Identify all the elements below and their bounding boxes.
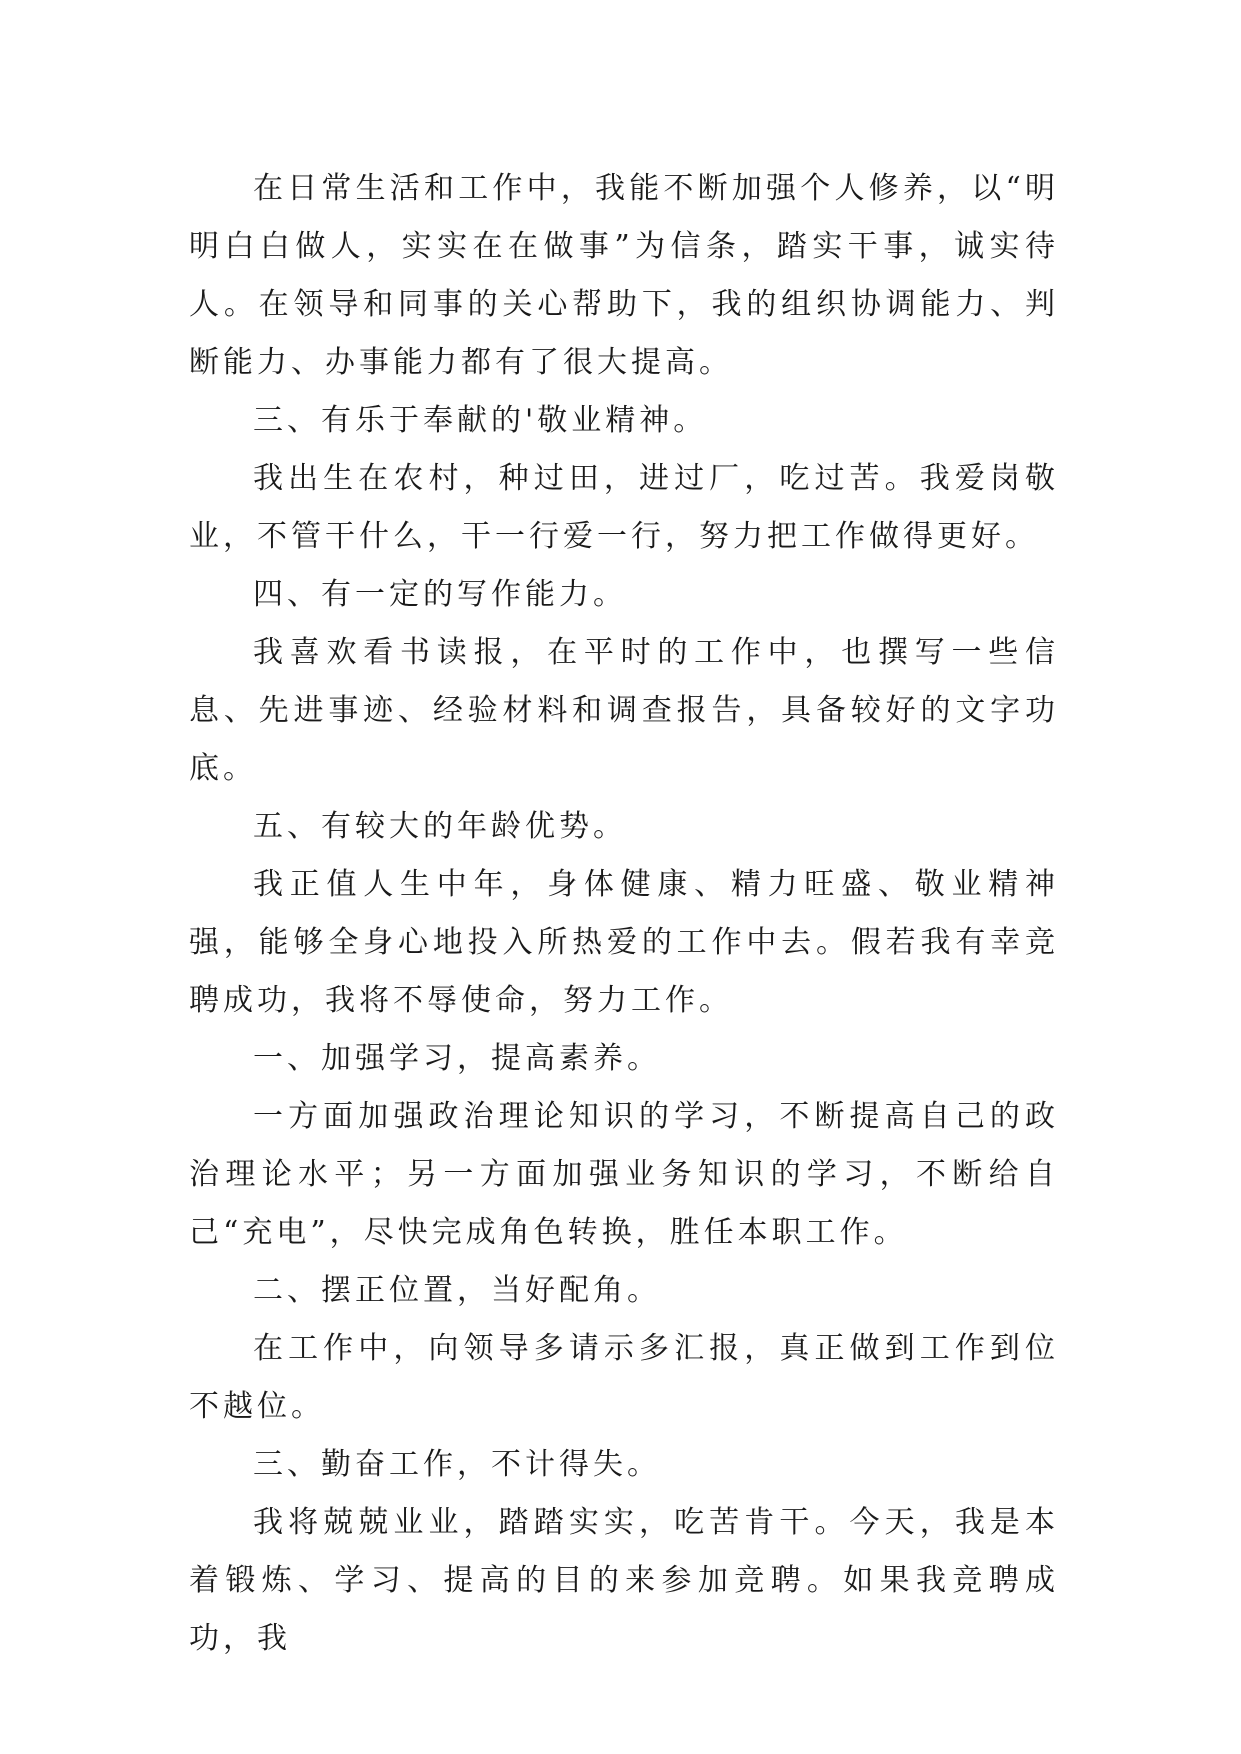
paragraph-dedication: 我出生在农村，种过田，进过厂，吃过苦。我爱岗敬业，不管干什么，干一行爱一行，努力把工作做得更好。 — [189, 461, 1059, 554]
paragraph-position: 在工作中，向领导多请示多汇报，真正做到工作到位不越位。 — [189, 1331, 1059, 1424]
paragraph-self-cultivation: 在日常生活和工作中，我能不断加强个人修养，以“明明白白做人，实实在在做事”为信条，踏实干事，诚实待人。在领导和同事的关心帮助下，我的组织协调能力、判断能力、办事能力都有了很大提高。 — [189, 171, 1059, 380]
heading-age-advantage: 五、有较大的年龄优势。 — [253, 809, 627, 844]
document-body — [189, 160, 1059, 1668]
heading-position: 二、摆正位置，当好配角。 — [253, 1273, 661, 1308]
heading-writing-ability: 四、有一定的写作能力。 — [253, 577, 627, 612]
paragraph-age-advantage: 我正值人生中年，身体健康、精力旺盛、敬业精神强，能够全身心地投入所热爱的工作中去。假若我有幸竞聘成功，我将不辱使命，努力工作。 — [189, 867, 1059, 1018]
paragraph-study: 一方面加强政治理论知识的学习，不断提高自己的政治理论水平；另一方面加强业务知识的学习，不断给自己“充电”，尽快完成角色转换，胜任本职工作。 — [189, 1099, 1059, 1250]
heading-dedication: 三、有乐于奉献的'敬业精神。 — [253, 403, 708, 438]
heading-study: 一、加强学习，提高素养。 — [253, 1041, 661, 1076]
paragraph-diligence: 我将兢兢业业，踏踏实实，吃苦肯干。今天，我是本着锻炼、学习、提高的目的来参加竞聘。如果我竞聘成功，我 — [189, 1505, 1059, 1656]
paragraph-writing-ability: 我喜欢看书读报，在平时的工作中，也撰写一些信息、先进事迹、经验材料和调查报告，具备较好的文字功底。 — [189, 635, 1059, 786]
heading-diligence: 三、勤奋工作，不计得失。 — [253, 1447, 661, 1482]
